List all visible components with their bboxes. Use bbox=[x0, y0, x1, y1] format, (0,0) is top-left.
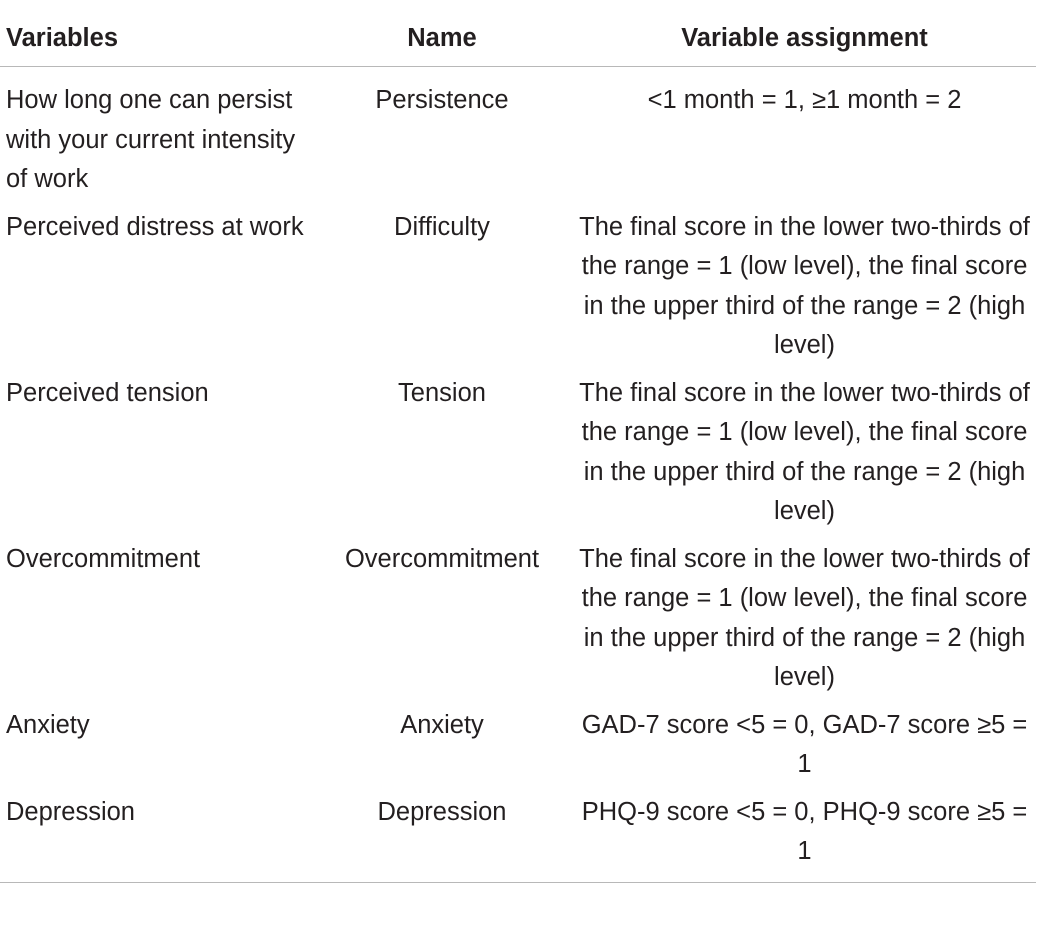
table-row bbox=[0, 535, 1036, 701]
variable-cell: Overcommitment bbox=[6, 544, 201, 573]
name-cell: Overcommitment bbox=[344, 544, 540, 573]
table-row bbox=[0, 788, 1036, 883]
name-cell: Depression bbox=[311, 788, 573, 883]
name-cell: Tension bbox=[398, 378, 486, 407]
variables-table bbox=[0, 14, 1036, 883]
variable-cell: Depression bbox=[0, 788, 311, 883]
table-header-row bbox=[0, 14, 1036, 67]
table-row bbox=[0, 701, 1036, 788]
header-variable-assignment: Variable assignment bbox=[573, 14, 1036, 67]
table-row bbox=[0, 67, 1036, 203]
table-row bbox=[0, 369, 1036, 535]
header-variables: Variables bbox=[0, 14, 311, 67]
assignment-cell: The final score in the lower two-thirds of the range = 1 (low level), the final score in the upper third of the range = 2 (high level) bbox=[579, 378, 1030, 525]
name-cell: Anxiety bbox=[400, 710, 484, 739]
variable-cell: How long one can persist with your current intensity of work bbox=[6, 86, 296, 193]
name-cell: Persistence bbox=[375, 86, 509, 114]
assignment-cell: GAD-7 score <5 = 0, GAD-7 score ≥5 = 1 bbox=[581, 710, 1028, 778]
assignment-cell: The final score in the lower two-thirds of the range = 1 (low level), the final score in the upper third of the range = 2 (high level) bbox=[579, 212, 1030, 359]
variable-cell: Perceived distress at work bbox=[6, 212, 304, 241]
assignment-cell: PHQ-9 score <5 = 0, PHQ-9 score ≥5 = 1 bbox=[573, 788, 1036, 883]
assignment-cell: <1 month = 1, ≥1 month = 2 bbox=[647, 86, 962, 114]
table-row bbox=[0, 203, 1036, 369]
header-name: Name bbox=[311, 14, 573, 67]
name-cell: Difficulty bbox=[394, 212, 490, 241]
assignment-cell: The final score in the lower two-thirds of the range = 1 (low level), the final score in the upper third of the range = 2 (high level) bbox=[579, 544, 1030, 691]
variable-cell: Anxiety bbox=[6, 710, 90, 739]
variable-cell: Perceived tension bbox=[6, 378, 209, 407]
